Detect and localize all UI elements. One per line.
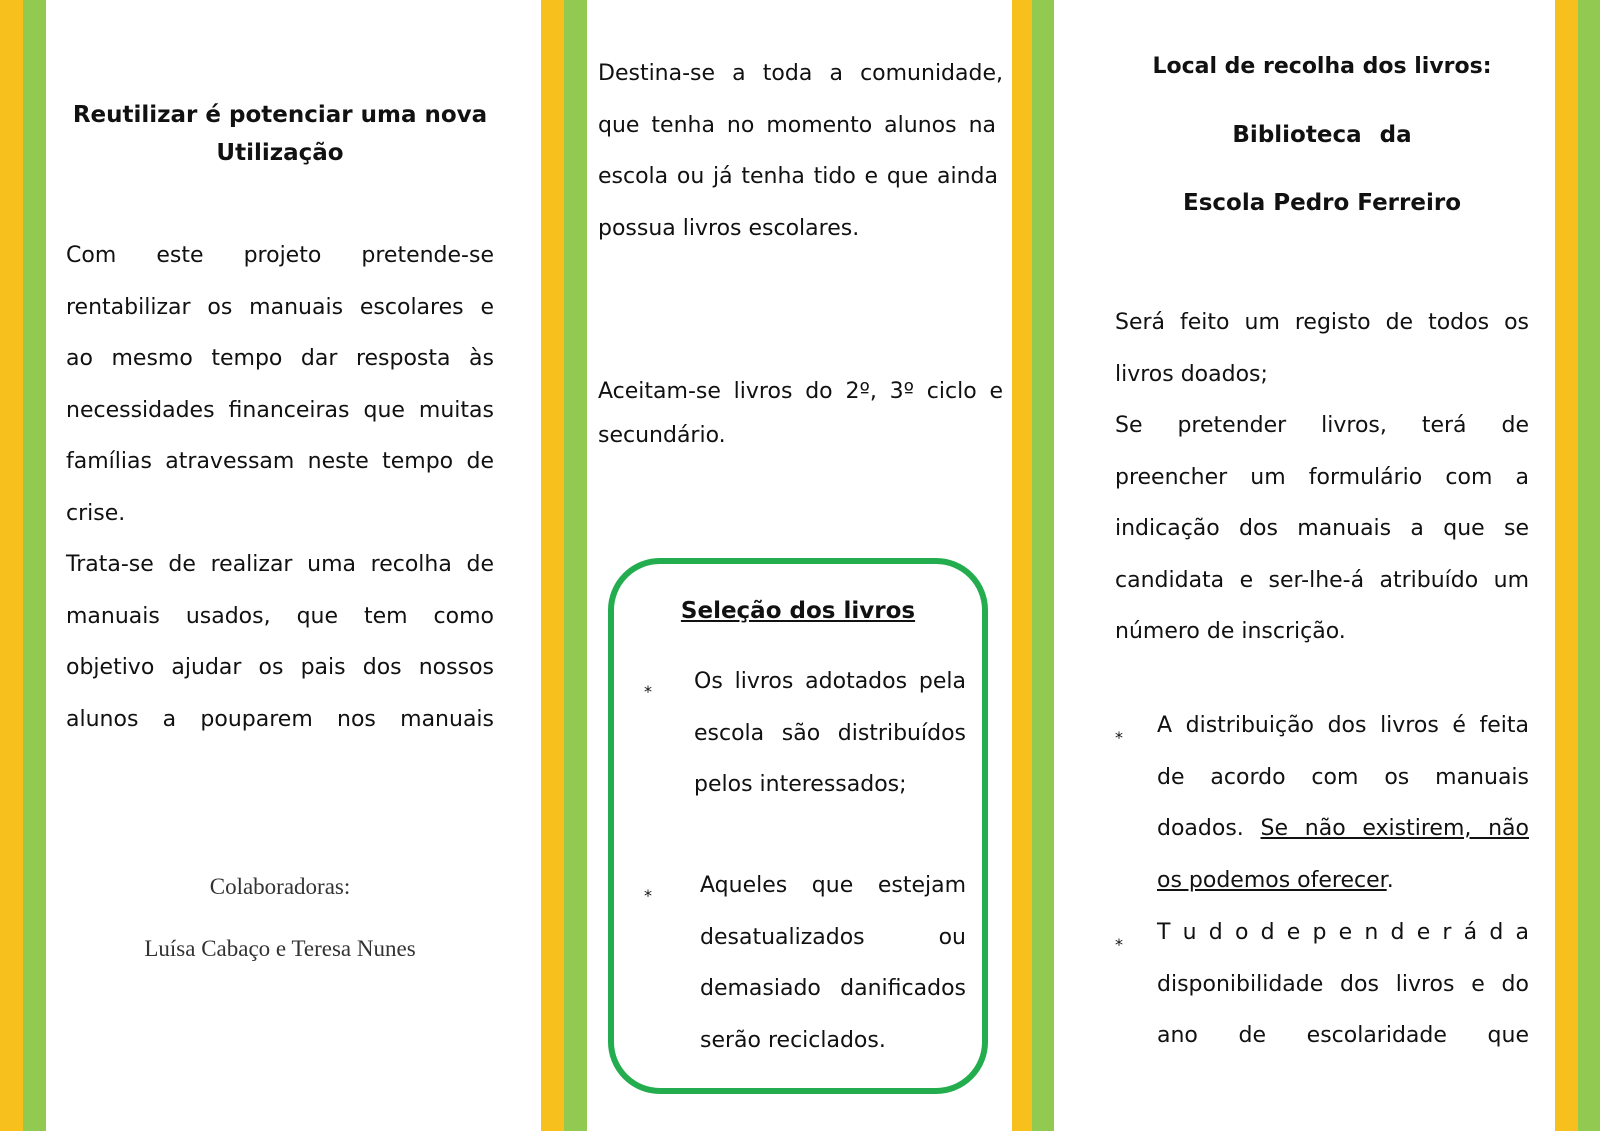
text-line: secundário. xyxy=(598,423,726,448)
selection-bullet2 xyxy=(700,860,966,1066)
stripe-green-mid2 xyxy=(1032,0,1054,1131)
collaborators-names: Luísa Cabaço e Teresa Nunes xyxy=(144,936,416,961)
stripe-yellow-right xyxy=(1555,0,1578,1131)
bullet-icon: * xyxy=(644,682,652,701)
audience-paragraph xyxy=(598,48,1003,254)
panel-left-heading xyxy=(66,96,494,172)
text-line: demasiado danificados xyxy=(700,976,966,1001)
underlined-text: Se não existirem, não xyxy=(1260,816,1529,841)
heading-line1: Reutilizar é potenciar uma nova xyxy=(72,102,488,128)
text-line: alunos a pouparem nos manuais xyxy=(66,706,494,732)
text-line: disponibilidade dos livros e do xyxy=(1157,971,1529,997)
stripe-yellow-left xyxy=(0,0,23,1131)
text-line: crise. xyxy=(66,500,126,526)
text-line: Trata-se de realizar uma recolha de xyxy=(66,552,494,577)
text-line: Os livros adotados pela xyxy=(694,669,966,694)
bullet-icon: * xyxy=(1115,935,1123,954)
text-line: T u d o d e p e n d e r á d a xyxy=(1157,920,1529,945)
text-line: Aqueles que estejam xyxy=(700,873,966,898)
text-line: famílias atravessam neste tempo de xyxy=(66,449,494,474)
text-fragment: doados. xyxy=(1157,816,1244,841)
text-line xyxy=(1157,855,1529,907)
text-line xyxy=(1157,803,1529,855)
text-line: que tenha no momento alunos na xyxy=(598,112,996,138)
registration-paragraph xyxy=(1115,297,1529,658)
text-line: necessidades financeiras que muitas xyxy=(66,397,494,423)
text-line: possua livros escolares. xyxy=(598,215,860,241)
selection-box xyxy=(608,558,988,1094)
accepted-paragraph xyxy=(598,370,1003,458)
text-line: Destina-se a toda a comunidade, xyxy=(598,61,1003,86)
text-line: livros doados; xyxy=(1115,361,1268,387)
stripe-green-right xyxy=(1578,0,1600,1131)
selection-bullet1 xyxy=(694,656,966,811)
text-line: Se pretender livros, terá de xyxy=(1115,413,1529,438)
availability-bullet xyxy=(1157,907,1529,1062)
distribution-bullet xyxy=(1157,700,1529,906)
library-name-line2: Escola Pedro Ferreiro xyxy=(1182,190,1461,216)
text-line: serão reciclados. xyxy=(700,1027,886,1053)
bullet-icon: * xyxy=(1115,728,1123,747)
text-line: número de inscrição. xyxy=(1115,619,1346,644)
library-name-line1: Biblioteca da xyxy=(1232,122,1412,148)
text-line: manuais usados, que tem como xyxy=(66,603,494,629)
text-line: escola são distribuídos xyxy=(694,720,966,746)
text-line: pelos interessados; xyxy=(694,772,907,797)
bullet-icon: * xyxy=(644,886,652,905)
text-line: indicação dos manuais a que se xyxy=(1115,516,1529,541)
selection-title: Seleção dos livros xyxy=(680,598,916,624)
text-line: Aceitam-se livros do 2º, 3º ciclo e xyxy=(598,379,1003,404)
text-line: candidata e ser-lhe-á atribuído um xyxy=(1115,567,1529,593)
text-line: ao mesmo tempo dar resposta às xyxy=(66,346,494,371)
text-fragment: . xyxy=(1386,867,1394,893)
stripe-yellow-mid2 xyxy=(1012,0,1032,1131)
text-line: objetivo ajudar os pais dos nossos xyxy=(66,655,494,680)
text-line: preencher um formulário com a xyxy=(1115,464,1529,490)
collection-location-heading: Local de recolha dos livros: xyxy=(1152,54,1492,79)
text-line: Com este projeto pretende-se xyxy=(66,243,494,268)
text-line: Será feito um registo de todos os xyxy=(1115,310,1529,335)
underlined-text: os podemos oferecer xyxy=(1157,867,1387,893)
stripe-green-mid1 xyxy=(564,0,587,1131)
text-line: ano de escolaridade que xyxy=(1157,1023,1529,1048)
text-line: escola ou já tenha tido e que ainda xyxy=(598,164,998,189)
collaborators-label: Colaboradoras: xyxy=(209,874,351,899)
text-line: desatualizados ou xyxy=(700,924,966,950)
text-line: A distribuição dos livros é feita xyxy=(1157,713,1529,738)
project-paragraph xyxy=(66,230,494,745)
stripe-yellow-mid1 xyxy=(541,0,564,1131)
stripe-green-left xyxy=(23,0,46,1131)
text-line: de acordo com os manuais xyxy=(1157,764,1529,790)
heading-line2: Utilização xyxy=(216,140,344,166)
text-line: rentabilizar os manuais escolares e xyxy=(66,294,494,320)
